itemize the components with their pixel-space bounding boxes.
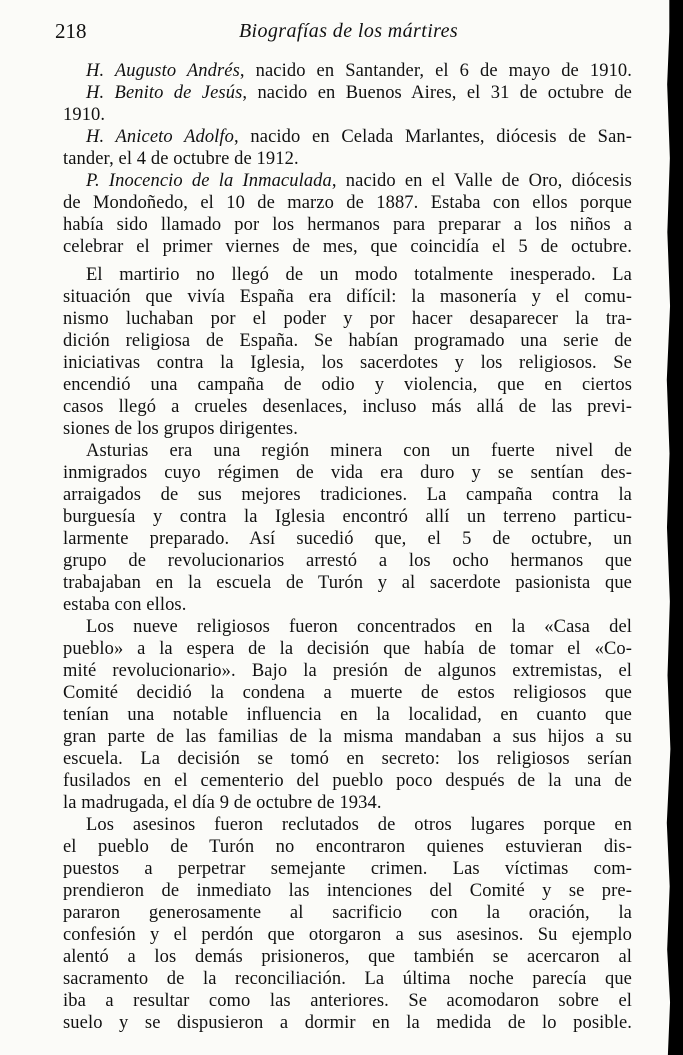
line-text: suelo y se dispusieron a dormir en la medida de lo posible. [63, 1013, 632, 1033]
text-line [63, 506, 632, 528]
line-text: estaba con ellos. [63, 595, 187, 615]
text-line [63, 418, 632, 440]
line-text: escuela. La decisión se tomó en secreto: los religiosos serían [63, 749, 632, 769]
text-line [63, 660, 632, 682]
text-column [63, 60, 632, 1034]
line-text: El martirio no llegó de un modo totalmente inesperado. La [86, 265, 632, 285]
text-line [63, 836, 632, 858]
line-text: casos llegó a crueles desenlaces, incluso más allá de las previ- [63, 397, 632, 417]
line-text: de Mondoñedo, el 10 de marzo de 1887. Estaba con ellos porque [63, 193, 632, 213]
text-line [63, 814, 632, 836]
text-line [63, 792, 632, 814]
text-line [63, 924, 632, 946]
line-text: prendieron de inmediato las intenciones del Comité y se pre- [63, 881, 632, 901]
line-text: , nacido en el Valle de Oro, diócesis [331, 171, 632, 191]
martyr-name: H. Aniceto Adolfo [86, 127, 235, 147]
martyr-name: P. Inocencio de la Inmaculada [86, 171, 332, 191]
line-text: iba a resultar como las anteriores. Se acomodaron sobre el [63, 991, 632, 1011]
scan-edge-band [665, 0, 683, 1055]
text-line [63, 104, 632, 126]
text-line [63, 82, 632, 104]
text-line [63, 396, 632, 418]
text-line [63, 616, 632, 638]
text-line [63, 148, 632, 170]
line-text: grupo de revolucionarios arrestó a los ocho hermanos que [63, 551, 632, 571]
line-text: pueblo» a la espera de la decisión que había de tomar el «Co- [63, 639, 632, 659]
text-line [63, 946, 632, 968]
line-text: fusilados en el cementerio del pueblo poco después de la una de [63, 771, 632, 791]
line-text: confesión y el perdón que otorgaron a sus asesinos. Su ejemplo [63, 925, 632, 945]
line-text: la madrugada, el día 9 de octubre de 1934. [63, 793, 382, 813]
line-text: inmigrados cuyo régimen de vida era duro y se sentían des- [63, 463, 632, 483]
text-line [63, 374, 632, 396]
text-line [63, 214, 632, 236]
line-text: nismo luchaban por el poder y por hacer desaparecer la tra- [63, 309, 632, 329]
text-line [63, 484, 632, 506]
line-text: encendió una campaña de odio y violencia, que en ciertos [63, 375, 632, 395]
line-text: siones de los grupos dirigentes. [63, 419, 298, 439]
line-text: Los nueve religiosos fueron concentrados en la «Casa del [86, 617, 632, 637]
text-line [63, 638, 632, 660]
line-text: dición religiosa de España. Se habían programado una serie de [63, 331, 632, 351]
text-line [63, 528, 632, 550]
line-text: , nacido en Buenos Aires, el 31 de octubre de [242, 83, 632, 103]
text-line [63, 462, 632, 484]
text-line [63, 704, 632, 726]
text-line [63, 726, 632, 748]
text-line [63, 352, 632, 374]
line-text: Los asesinos fueron reclutados de otros lugares porque en [86, 815, 632, 835]
text-line [63, 1012, 632, 1034]
text-line [63, 682, 632, 704]
page-number: 218 [55, 19, 87, 43]
line-text: arraigados de sus mejores tradiciones. La campaña contra la [63, 485, 632, 505]
text-line [63, 308, 632, 330]
text-line [63, 880, 632, 902]
line-text: Asturias era una región minera con un fuerte nivel de [86, 441, 632, 461]
text-line [63, 286, 632, 308]
text-line [63, 264, 632, 286]
line-text: larmente preparado. Así sucedió que, el 5 de octubre, un [63, 529, 632, 549]
text-line [63, 968, 632, 990]
line-text: 1910. [63, 105, 106, 125]
line-text: mité revolucionario». Bajo la presión de algunos extremistas, el [63, 661, 632, 681]
text-line [63, 330, 632, 352]
line-text: el pueblo de Turón no encontraron quienes estuvieran dis- [63, 837, 632, 857]
line-text: Comité decidió la condena a muerte de estos religiosos que [63, 683, 632, 703]
text-line [63, 126, 632, 148]
martyr-name: H. Benito de Jesús [86, 83, 243, 103]
text-line [63, 440, 632, 462]
running-title: Biografías de los mártires [238, 20, 459, 42]
line-text: sacramento de la reconciliación. La última noche parecía que [63, 969, 632, 989]
line-text: , nacido en Santander, el 6 de mayo de 1910. [239, 61, 632, 81]
martyr-name: H. Augusto Andrés [86, 61, 240, 81]
text-line [63, 594, 632, 616]
line-text: , nacido en Celada Marlantes, diócesis de San- [234, 127, 632, 147]
line-text: tander, el 4 de octubre de 1912. [63, 149, 299, 169]
line-text: alentó a los demás prisioneros, que también se acercaron al [63, 947, 632, 967]
line-text: tenían una notable influencia en la localidad, en cuanto que [63, 705, 632, 725]
text-line [63, 858, 632, 880]
text-line [63, 550, 632, 572]
text-line [63, 192, 632, 214]
text-line [63, 572, 632, 594]
text-line [63, 990, 632, 1012]
text-line [63, 236, 632, 258]
text-line [63, 170, 632, 192]
line-text: burguesía y contra la Iglesia encontró allí un terreno particu- [63, 507, 632, 527]
line-text: trabajaban en la escuela de Turón y al sacerdote pasionista que [63, 573, 632, 593]
text-line [63, 60, 632, 82]
line-text: había sido llamado por los hermanos para preparar a los niños a [63, 215, 632, 235]
line-text: situación que vivía España era difícil: la masonería y el comu- [63, 287, 632, 307]
text-line [63, 770, 632, 792]
line-text: celebrar el primer viernes de mes, que coincidía el 5 de octubre. [63, 237, 632, 257]
line-text: gran parte de las familias de la misma mandaban a sus hijos a su [63, 727, 632, 747]
line-text: iniciativas contra la Iglesia, los sacerdotes y los religiosos. Se [63, 353, 632, 373]
text-line [63, 902, 632, 924]
line-text: pararon generosamente al sacrificio con la oración, la [63, 903, 632, 923]
text-line [63, 748, 632, 770]
line-text: puestos a perpetrar semejante crimen. Las víctimas com- [63, 859, 632, 879]
